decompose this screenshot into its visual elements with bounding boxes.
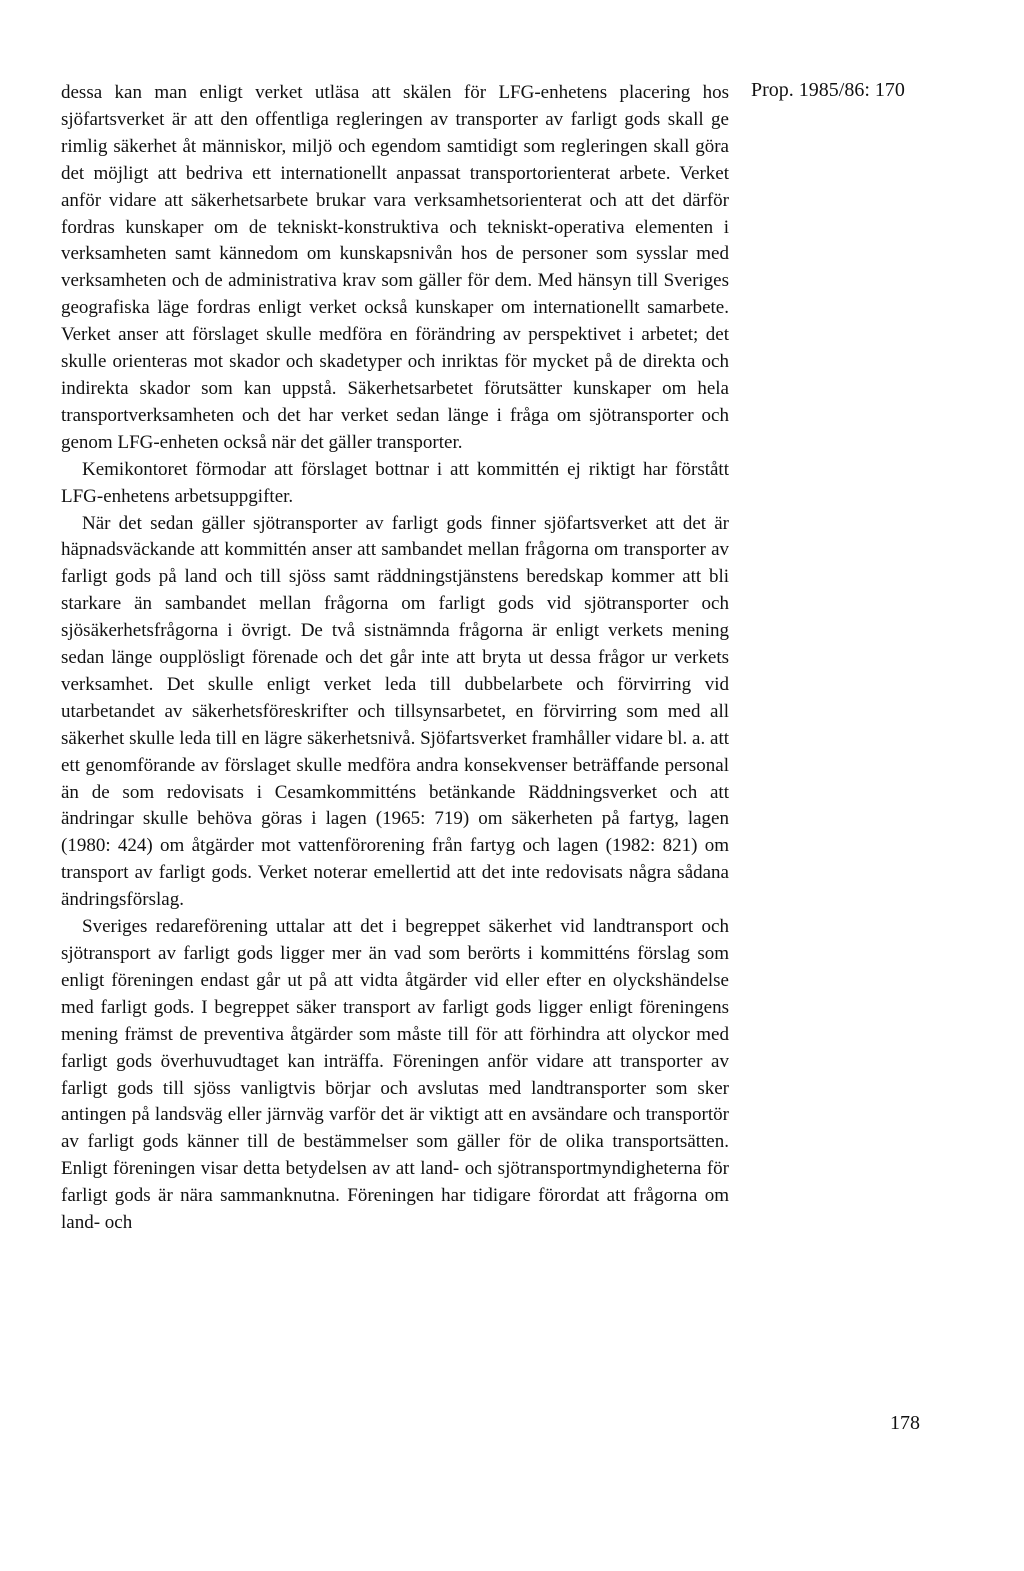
paragraph-sjofartsverket: När det sedan gäller sjötransporter av farligt gods finner sjöfartsverket att det är häpnadsväckande att kommittén anser att sambandet mellan frågorna om transporter av farligt gods på land och till sjöss samt räddningstjänstens beredskap kommer att bli starkare än sambandet mellan frågorna om farligt gods vid sjötransporter och sjösäkerhetsfrågorna i övrigt. De två sistnämnda frågorna är enligt verkets mening sedan länge oupplösligt förenade och det går inte att bryta ut dessa frågor ur verkets verksamhet. Det skulle enligt verket leda till dubbelarbete och förvirring vid utarbetandet av säkerhetsföreskrifter och tillsynsarbetet, en förvirring som med all säkerhet skulle leda till en lägre säkerhetsnivå. Sjöfartsverket framhåller vidare bl. a. att ett genomförande av förslaget skulle medföra andra konsekvenser beträffande personal än de som redovisats i Cesamkommitténs betänkande Räddningsverket och att ändringar skulle behöva göras i lagen (1965: 719) om säkerheten på fartyg, lagen (1980: 424) om åtgärder mot vattenförorening från fartyg och lagen (1982: 821) om transport av farligt gods. Verket noterar emellertid att det inte redovisats några sådana ändringsförslag. <box>61 512 729 911</box>
paragraph-continued: dessa kan man enligt verket utläsa att skälen för LFG-enhetens placering hos sjöfartsverket är att den offentliga regleringen av transporter av farligt gods skall ge rimlig säkerhet åt människor, miljö och egendom samtidigt som regleringen skall göra det möjligt att bedriva ett internationellt anpassat transportorienterat arbete. Verket anför vidare att säkerhetsarbete brukar vara verksamhetsorienterat och att det därför fordras kunskaper om de tekniskt-konstruktiva och tekniskt-operativa elementen i verksamheten samt kännedom om kunskapsnivån hos de personer som sysslar med verksamheten och de administrativa krav som gäller för dem. Med hänsyn till Sveriges geografiska läge fordras enligt verket också kunskaper om internationellt samarbete. Verket anser att förslaget skulle medföra en förändring av perspektivet i arbetet; det skulle orienteras mot skador och skadetyper och inriktas för mycket på de direkta och indirekta skador som kan uppstå. Säkerhetsarbetet förutsätter kunskaper om hela transportverksamheten och det har verket sedan länge i fråga om sjötransporter och genom LFG-enheten också när det gäller transporter. <box>61 82 729 453</box>
body-text <box>61 80 729 1237</box>
paragraph-kemikontoret: Kemikontoret förmodar att förslaget bottnar i att kommittén ej riktigt har förstått LFG-enhetens arbetsuppgifter. <box>61 458 729 507</box>
paragraph-redareforening: Sveriges redareförening uttalar att det i begreppet säkerhet vid landtransport och sjötransport av farligt gods ligger mer än vad som berörts i kommitténs förslag som enligt föreningen endast går ut på att vidta åtgärder vid eller efter en olyckshändelse med farligt gods. I begreppet säker transport av farligt gods ligger enligt föreningens mening främst de preventiva åtgärder som måste till för att förhindra att olyckor med farligt gods överhuvudtaget kan inträffa. Föreningen anför vidare att transporter av farligt gods till sjöss vanligtvis börjar och avslutas med landtransporter som sker antingen på landsväg eller järnväg varför det är viktigt att en avsändare och transportör av farligt gods känner till de bestämmelser som gäller för de olika transportsätten. Enligt föreningen visar detta betydelsen av att land- och sjötransportmyndigheterna för farligt gods är nära sammanknutna. Föreningen har tidigare förordat att frågorna om land- och <box>61 916 729 1234</box>
document-reference: Prop. 1985/86: 170 <box>751 79 905 101</box>
page-number: 178 <box>890 1412 920 1434</box>
